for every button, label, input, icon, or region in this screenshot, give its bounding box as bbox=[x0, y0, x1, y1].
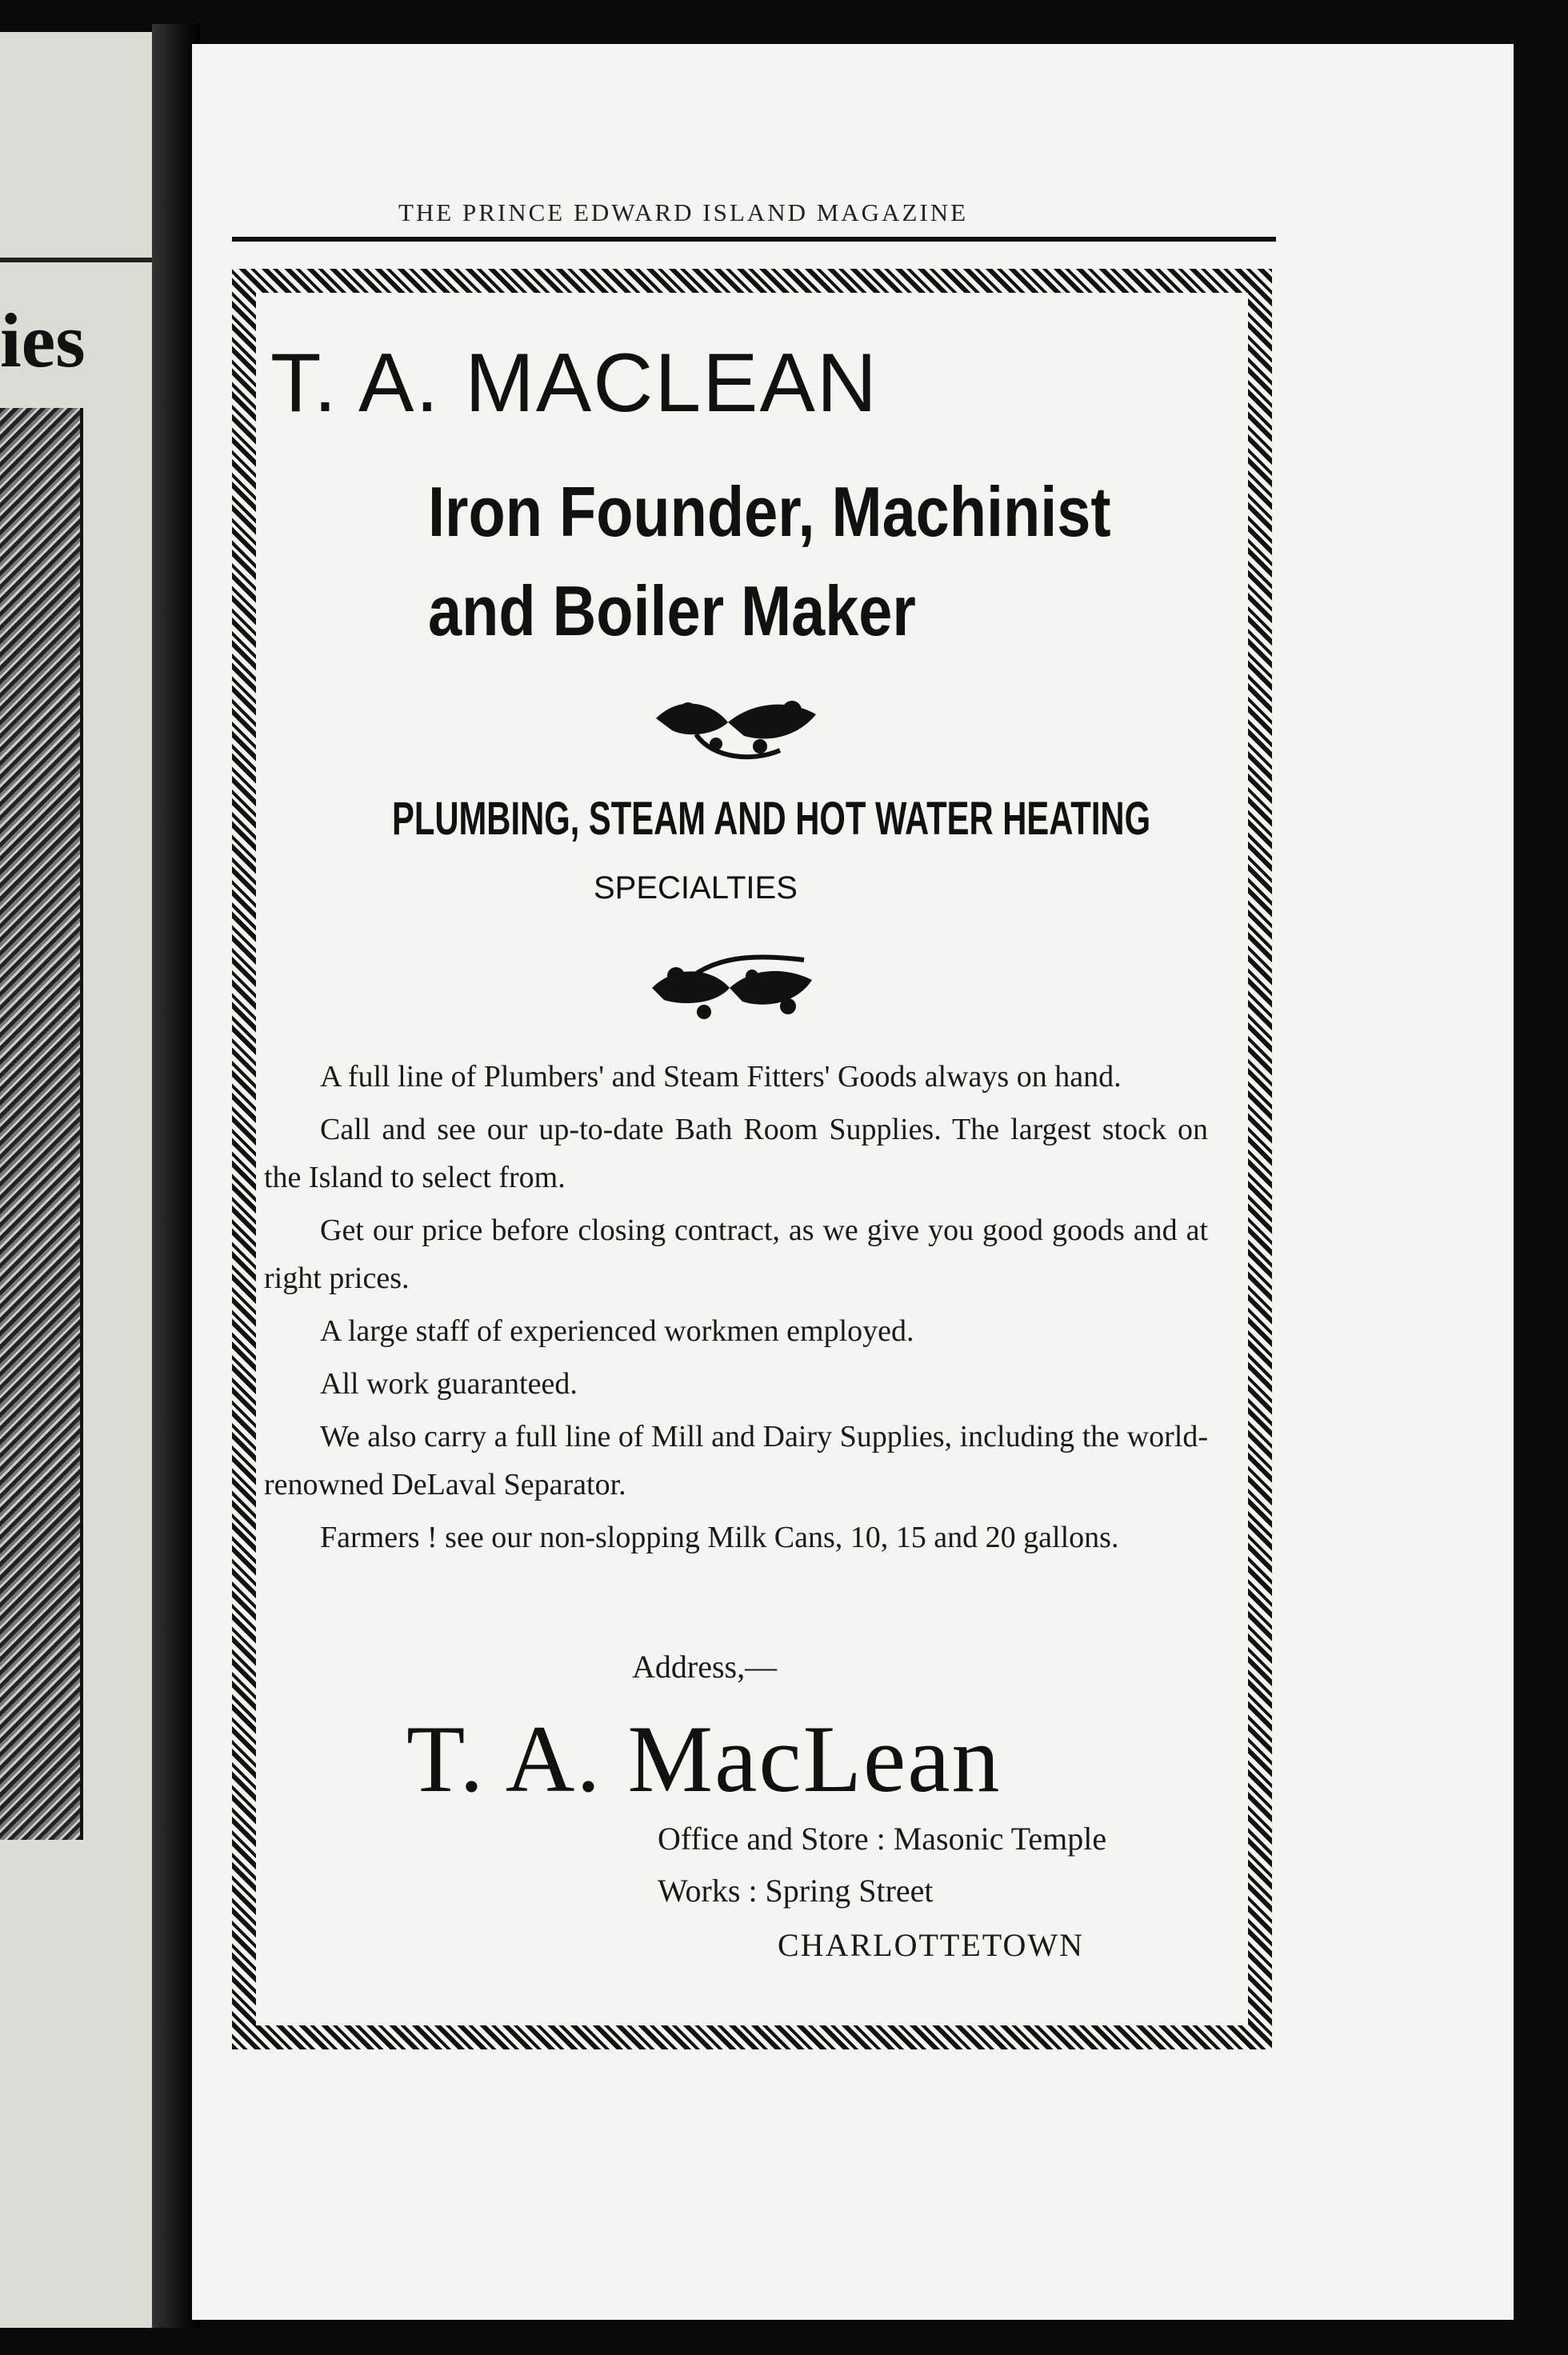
leaf-ornament-icon bbox=[640, 686, 832, 774]
paragraph-bath-room: Call and see our up-to-date Bath Room Supplies. The largest stock on the Island to select from. bbox=[264, 1113, 1208, 1194]
left-page-rule bbox=[0, 258, 152, 262]
left-page-fragment: ies bbox=[0, 298, 86, 383]
paragraph-plumbers-goods: A full line of Plumbers' and Steam Fitters' Goods always on hand. bbox=[320, 1060, 1122, 1094]
ad-title: T. A. MACLEAN bbox=[270, 337, 878, 430]
ad-subtitle bbox=[428, 462, 1111, 661]
paragraph-milk-cans: Farmers ! see our non-slopping Milk Cans, 10, 15 and 20 gallons. bbox=[320, 1521, 1119, 1554]
paragraph-staff: A large staff of experienced workmen employed. bbox=[320, 1314, 914, 1348]
left-facing-page bbox=[0, 32, 164, 2328]
specialties-subheading: SPECIALTIES bbox=[594, 870, 798, 906]
paragraph-price: Get our price before closing contract, as we give you good goods and at right prices. bbox=[264, 1213, 1208, 1295]
works-address: Works : Spring Street bbox=[658, 1873, 934, 1909]
office-address: Office and Store : Masonic Temple bbox=[658, 1821, 1107, 1857]
scan-background-right bbox=[1514, 0, 1568, 2355]
running-head: THE PRINCE EDWARD ISLAND MAGAZINE bbox=[398, 198, 969, 226]
ad-body bbox=[264, 1053, 1208, 1566]
signature-name: T. A. MacLean bbox=[406, 1705, 1002, 1812]
left-page-engraving bbox=[0, 408, 83, 1840]
paragraph-guarantee: All work guaranteed. bbox=[320, 1367, 578, 1401]
city-name: CHARLOTTETOWN bbox=[778, 1927, 1084, 1963]
header-rule bbox=[232, 237, 1276, 242]
paragraph-mill-dairy: We also carry a full line of Mill and Dairy Supplies, including the world-renowned DeLaval Separator. bbox=[264, 1420, 1208, 1501]
subtitle-line-2: and Boiler Maker bbox=[428, 571, 916, 650]
plumbing-heading: PLUMBING, STEAM AND HOT WATER HEATING bbox=[392, 793, 1151, 845]
subtitle-line-1: Iron Founder, Machinist bbox=[428, 472, 1111, 551]
address-label: Address,— bbox=[632, 1649, 778, 1685]
leaf-ornament-icon-2 bbox=[640, 944, 832, 1032]
